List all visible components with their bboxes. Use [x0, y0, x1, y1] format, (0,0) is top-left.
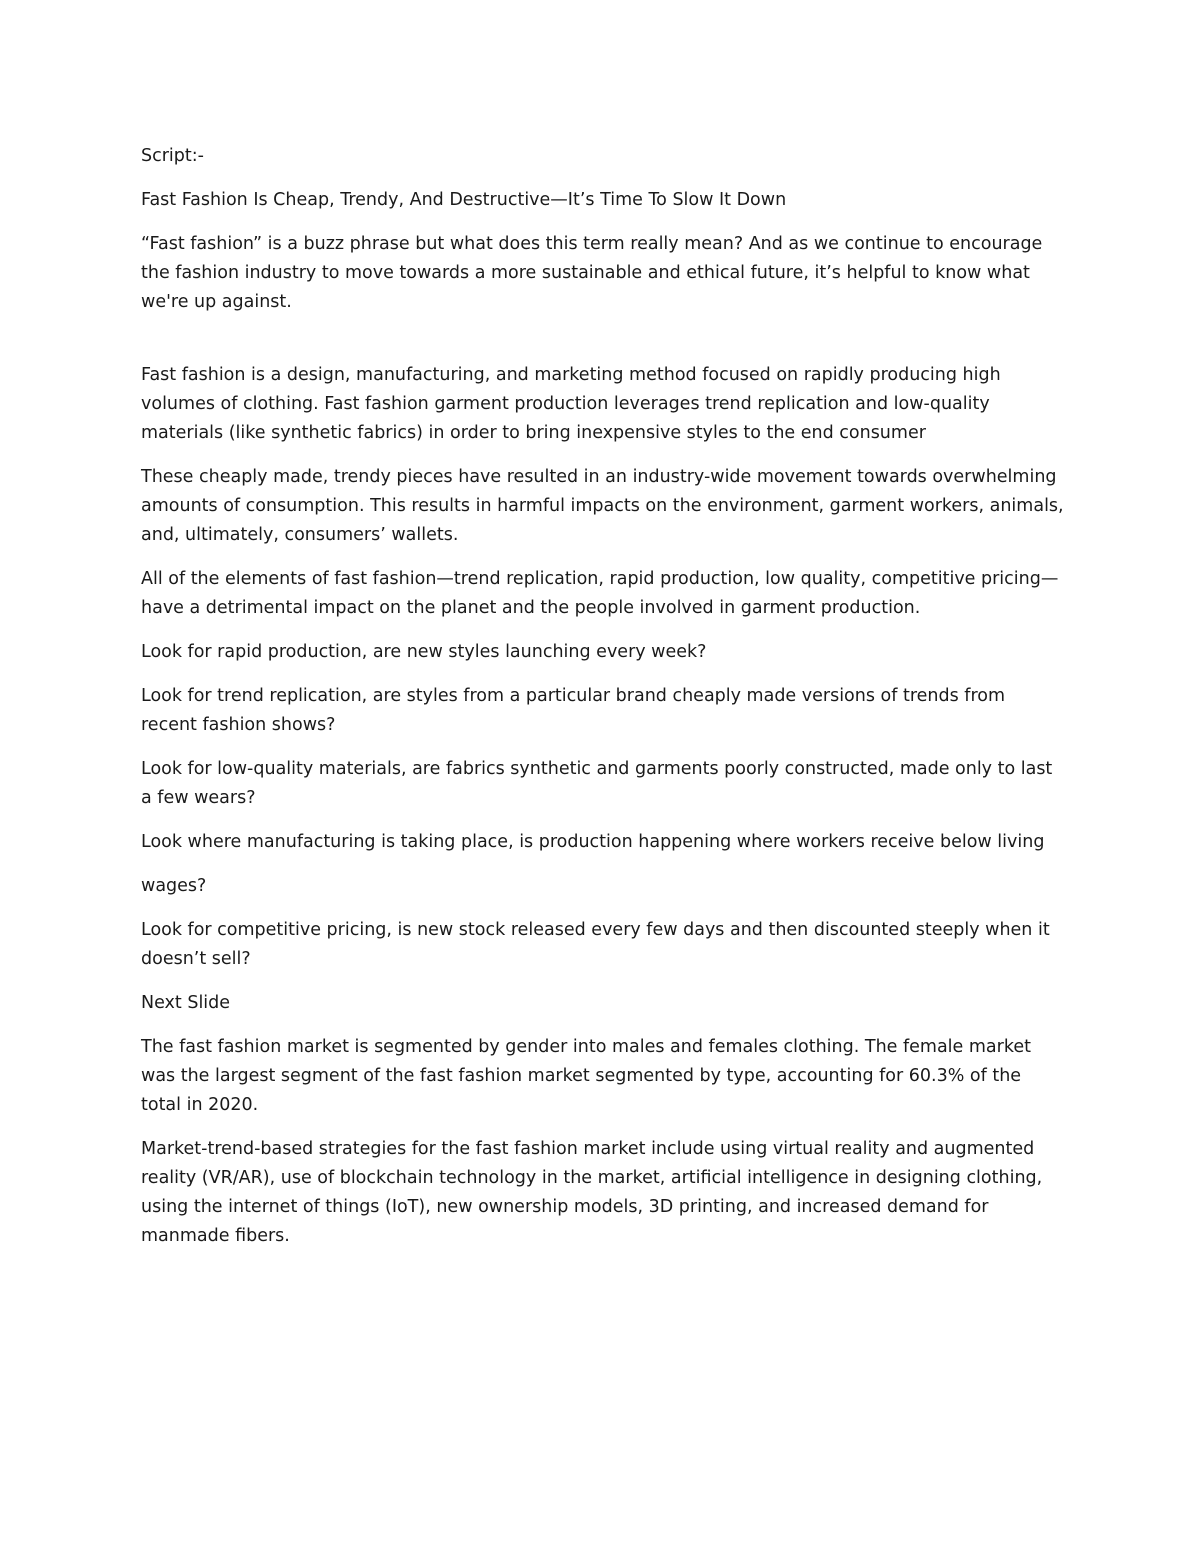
paragraph-trend-replication: Look for trend replication, are styles from a particular brand cheaply made versions of trends from recent fashion shows?	[141, 686, 1006, 735]
next-slide-label: Next Slide	[141, 993, 231, 1013]
paragraph-low-quality: Look for low-quality materials, are fabrics synthetic and garments poorly constructed, made only to last a few wears?	[141, 759, 1053, 808]
document-title: Fast Fashion Is Cheap, Trendy, And Destructive—It’s Time To Slow It Down	[141, 190, 787, 210]
paragraph-market-strategies: Market-trend-based strategies for the fast fashion market include using virtual reality and augmented reality (VR/AR), use of blockchain technology in the market, artificial intelligence in designing clothing, using the internet of things (IoT), new ownership models, 3D printing, and increased demand for manmade fibers.	[141, 1139, 1043, 1246]
script-label: Script:-	[141, 146, 204, 166]
paragraph-intro: “Fast fashion” is a buzz phrase but what does this term really mean? And as we continue to encourage the fashion industry to move towards a more sustainable and ethical future, it’s helpful to know what we're up against.	[141, 234, 1043, 312]
paragraph-market-segment: The fast fashion market is segmented by gender into males and females clothing. The female market was the largest segment of the fast fashion market segmented by type, accounting for 60.3% of the total in 2020.	[141, 1037, 1031, 1115]
paragraph-pricing: Look for competitive pricing, is new stock released every few days and then discounted steeply when it doesn’t sell?	[141, 920, 1050, 969]
paragraph-wages: wages?	[141, 876, 207, 896]
paragraph-manufacturing: Look where manufacturing is taking place, is production happening where workers receive below living	[141, 832, 1045, 852]
document-body	[141, 142, 1066, 1266]
paragraph-elements: All of the elements of fast fashion—trend replication, rapid production, low quality, competitive pricing—have a detrimental impact on the planet and the people involved in garment production.	[141, 569, 1059, 618]
paragraph-definition: Fast fashion is a design, manufacturing, and marketing method focused on rapidly producing high volumes of clothing. Fast fashion garment production leverages trend replication and low-quality materials (like synthetic fabrics) in order to bring inexpensive styles to the end consumer	[141, 365, 1001, 443]
paragraph-rapid-production: Look for rapid production, are new styles launching every week?	[141, 642, 707, 662]
paragraph-consumption: These cheaply made, trendy pieces have resulted in an industry-wide movement towards overwhelming amounts of consumption. This results in harmful impacts on the environment, garment workers, animals, and, ultimately, consumers’ wallets.	[141, 467, 1064, 545]
